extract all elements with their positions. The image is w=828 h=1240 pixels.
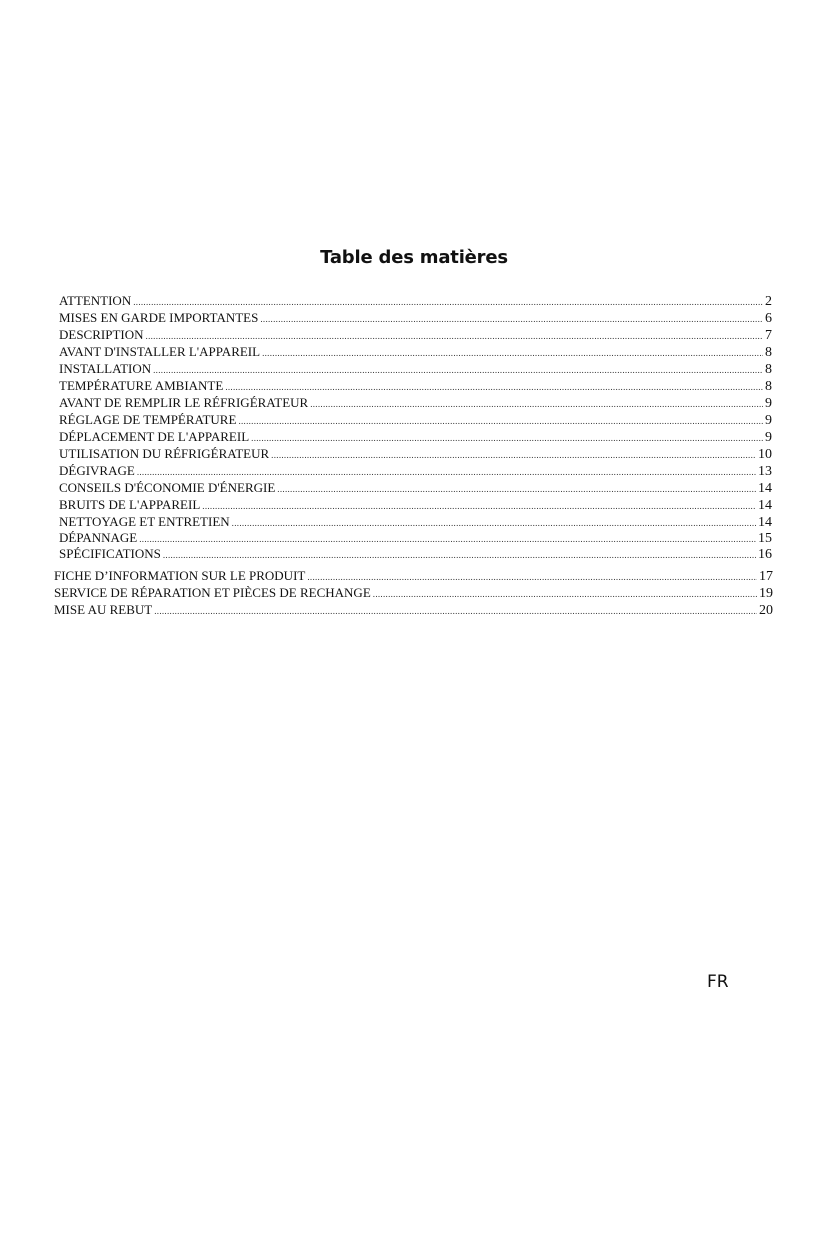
toc-entry-description (59, 327, 772, 344)
toc-dot-leader (260, 311, 763, 327)
toc-entry-label: CONSEILS D'ÉCONOMIE D'ÉNERGIE (59, 480, 276, 495)
toc-entry-label: NETTOYAGE ET ENTRETIEN (59, 514, 230, 529)
toc-entry-page: 20 (759, 603, 773, 618)
toc-entry-label: TEMPÉRATURE AMBIANTE (59, 378, 224, 393)
toc-entry-specifications (59, 546, 772, 563)
toc-dot-leader (137, 464, 756, 480)
toc-entry-bruits (59, 497, 772, 514)
toc-dot-leader (232, 515, 756, 531)
toc-entry-label: MISES EN GARDE IMPORTANTES (59, 310, 259, 325)
toc-entry-page: 9 (765, 413, 772, 428)
toc-entry-label: ATTENTION (59, 293, 132, 308)
toc-entry-temperature-ambiante (59, 378, 772, 395)
toc-dot-leader (262, 345, 763, 361)
toc-entry-label: SPÉCIFICATIONS (59, 546, 161, 561)
toc-entry-utilisation (59, 446, 772, 463)
toc-entry-page: 14 (758, 498, 772, 513)
toc-dot-leader (373, 586, 757, 602)
toc-entry-page: 13 (758, 464, 772, 479)
toc-entry-fiche-information (54, 568, 773, 585)
toc-entry-page: 8 (765, 345, 772, 360)
toc-dot-leader (238, 413, 763, 429)
toc-entry-depannage (59, 530, 772, 547)
toc-dot-leader (153, 362, 763, 378)
toc-entry-label: AVANT DE REMPLIR LE RÉFRIGÉRATEUR (59, 395, 309, 410)
toc-dot-leader (139, 531, 756, 547)
toc-dot-leader (307, 569, 757, 585)
toc-dot-leader (271, 447, 756, 463)
toc-entry-page: 10 (758, 447, 772, 462)
toc-dot-leader (251, 430, 763, 446)
toc-entry-avant-remplir (59, 395, 772, 412)
toc-entry-page: 2 (765, 294, 772, 309)
toc-entry-attention (59, 293, 772, 310)
toc-entry-page: 6 (765, 311, 772, 326)
toc-dot-leader (310, 396, 763, 412)
toc-dot-leader (202, 498, 756, 514)
toc-entry-label: RÉGLAGE DE TEMPÉRATURE (59, 412, 237, 427)
toc-entry-deplacement (59, 429, 772, 446)
toc-entry-page: 17 (759, 569, 773, 584)
toc-entry-page: 14 (758, 515, 772, 530)
toc-entry-label: SERVICE DE RÉPARATION ET PIÈCES DE RECHANGE (54, 585, 371, 600)
toc-entry-degivrage (59, 463, 772, 480)
toc-entry-label: BRUITS DE L'APPAREIL (59, 497, 201, 512)
toc-entry-page: 15 (758, 531, 772, 546)
toc-entry-service-reparation (54, 585, 773, 602)
toc-entry-page: 8 (765, 362, 772, 377)
toc-entry-avant-installer (59, 344, 772, 361)
toc-entry-page: 9 (765, 430, 772, 445)
toc-entry-label: UTILISATION DU RÉFRIGÉRATEUR (59, 446, 270, 461)
toc-entry-label: DÉPLACEMENT DE L'APPAREIL (59, 429, 250, 444)
toc-dot-leader (163, 547, 756, 563)
toc-entry-page: 8 (765, 379, 772, 394)
language-tag: FR (707, 972, 729, 992)
toc-entry-label: INSTALLATION (59, 361, 152, 376)
toc-dot-leader (154, 603, 757, 619)
toc-entry-label: FICHE D’INFORMATION SUR LE PRODUIT (54, 568, 306, 583)
toc-entry-nettoyage (59, 514, 772, 531)
toc-dot-leader (133, 294, 763, 310)
toc-entry-installation (59, 361, 772, 378)
toc-entry-label: MISE AU REBUT (54, 602, 153, 617)
toc-entry-label: DÉGIVRAGE (59, 463, 135, 478)
toc-entry-mises-en-garde (59, 310, 772, 327)
toc-dot-leader (146, 328, 763, 344)
toc-entry-label: DÉPANNAGE (59, 530, 138, 545)
toc-entry-page: 19 (759, 586, 773, 601)
toc-entry-page: 7 (765, 328, 772, 343)
toc-dot-leader (277, 481, 756, 497)
toc-entry-page: 14 (758, 481, 772, 496)
toc-entry-page: 9 (765, 396, 772, 411)
toc-entry-label: DESCRIPTION (59, 327, 144, 342)
toc-entry-mise-au-rebut (54, 602, 773, 619)
toc-entry-reglage-temperature (59, 412, 772, 429)
toc-entry-label: AVANT D'INSTALLER L'APPAREIL (59, 344, 261, 359)
toc-entry-page: 16 (758, 547, 772, 562)
toc-dot-leader (225, 379, 763, 395)
page-title: Table des matières (320, 247, 508, 268)
toc-entry-conseils-energie (59, 480, 772, 497)
